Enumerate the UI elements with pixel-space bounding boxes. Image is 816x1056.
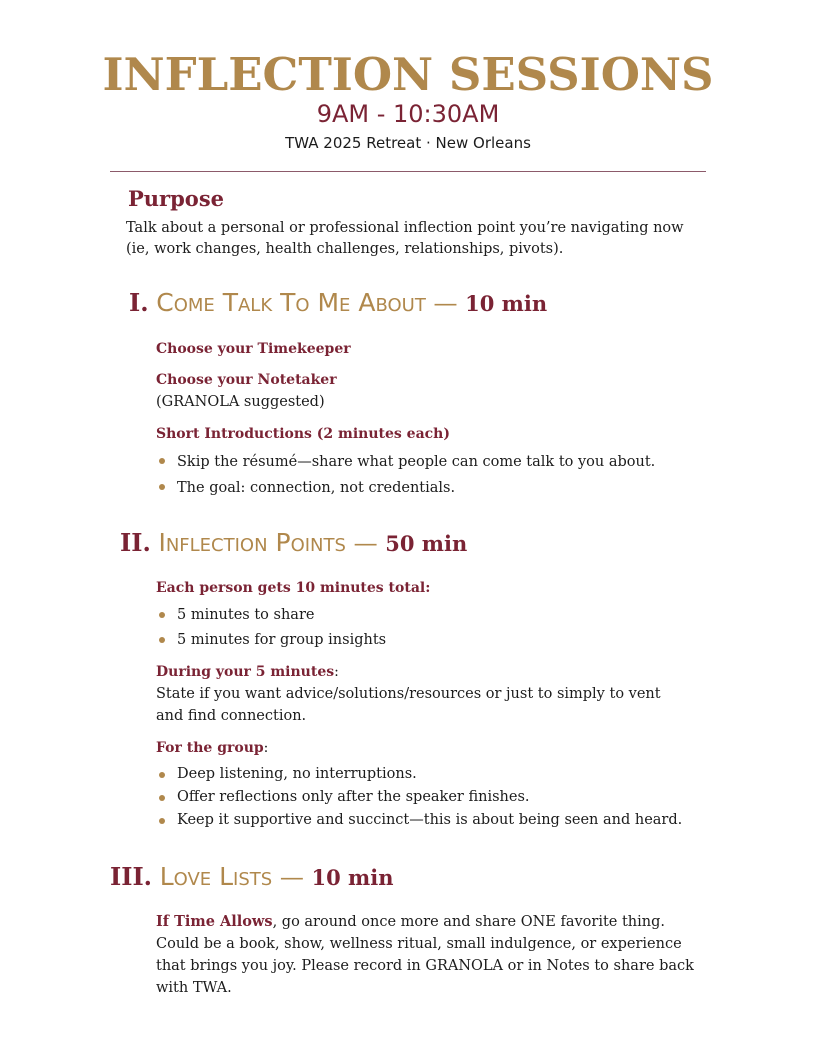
section-3-dash: — — [279, 863, 304, 891]
section-1-dash: — — [433, 289, 458, 317]
section-1-heading — [129, 287, 547, 320]
section-1-duration: 10 min — [465, 291, 548, 316]
list-item: Deep listening, no interruptions. — [156, 763, 682, 786]
group-label-text: For the group — [156, 740, 264, 756]
during-label-text: During your 5 minutes — [156, 664, 335, 680]
section-2-numeral: II. — [120, 528, 151, 557]
section-1-name: Come Talk To Me About — [156, 288, 426, 317]
section-2-heading — [120, 527, 467, 560]
section-3-name: Love Lists — [159, 862, 273, 891]
notetaker-label: Choose your Notetaker — [156, 372, 337, 388]
timekeeper-label: Choose your Timekeeper — [156, 341, 351, 357]
header-divider — [110, 171, 706, 172]
event-subtitle: TWA 2025 Retreat · New Orleans — [285, 134, 531, 152]
intros-list — [156, 449, 655, 501]
notetaker-note: (GRANOLA suggested) — [156, 394, 325, 410]
group-label — [156, 738, 268, 758]
section-2-name: Inflection Points — [158, 528, 346, 557]
intros-label: Short Introductions (2 minutes each) — [156, 426, 450, 442]
each-person-label: Each person gets 10 minutes total: — [156, 580, 431, 596]
love-lists-text — [156, 911, 712, 999]
section-3-numeral: III. — [110, 862, 153, 891]
list-item: Offer reflections only after the speaker finishes. — [156, 786, 682, 809]
group-list — [156, 763, 682, 832]
purpose-heading: Purpose — [128, 186, 224, 211]
each-person-list — [156, 603, 386, 653]
section-2-duration: 50 min — [385, 531, 468, 556]
page-title: INFLECTION SESSIONS — [102, 48, 714, 101]
list-item: The goal: connection, not credentials. — [156, 475, 655, 501]
group-label-colon: : — [263, 740, 269, 756]
during-text: State if you want advice/solutions/resources or just to simply to vent and find connection. — [156, 686, 661, 724]
during-label-colon: : — [334, 664, 339, 680]
list-item: Keep it supportive and succinct—this is about being seen and heard. — [156, 809, 682, 832]
list-item: 5 minutes for group insights — [156, 628, 386, 653]
love-lists-body: , go around once more and share ONE favorite thing. Could be a book, show, wellness ritual, small indulgence, or experience that brings you joy. Please record in GRANOLA or in Notes to share back with TWA. — [156, 914, 694, 996]
session-time: 9AM - 10:30AM — [316, 100, 500, 128]
purpose-body: Talk about a personal or professional inflection point you’re navigating now (ie, work changes, health challenges, relationships, pivots). — [126, 220, 684, 257]
list-item: Skip the résumé—share what people can come talk to you about. — [156, 449, 655, 475]
list-item: 5 minutes to share — [156, 603, 386, 628]
section-3-heading — [110, 861, 393, 894]
section-2-dash: — — [353, 529, 378, 557]
section-3-duration: 10 min — [311, 865, 394, 890]
during-label — [156, 662, 339, 682]
section-1-numeral: I. — [129, 288, 149, 317]
if-time-allows-label: If Time Allows — [156, 913, 273, 930]
